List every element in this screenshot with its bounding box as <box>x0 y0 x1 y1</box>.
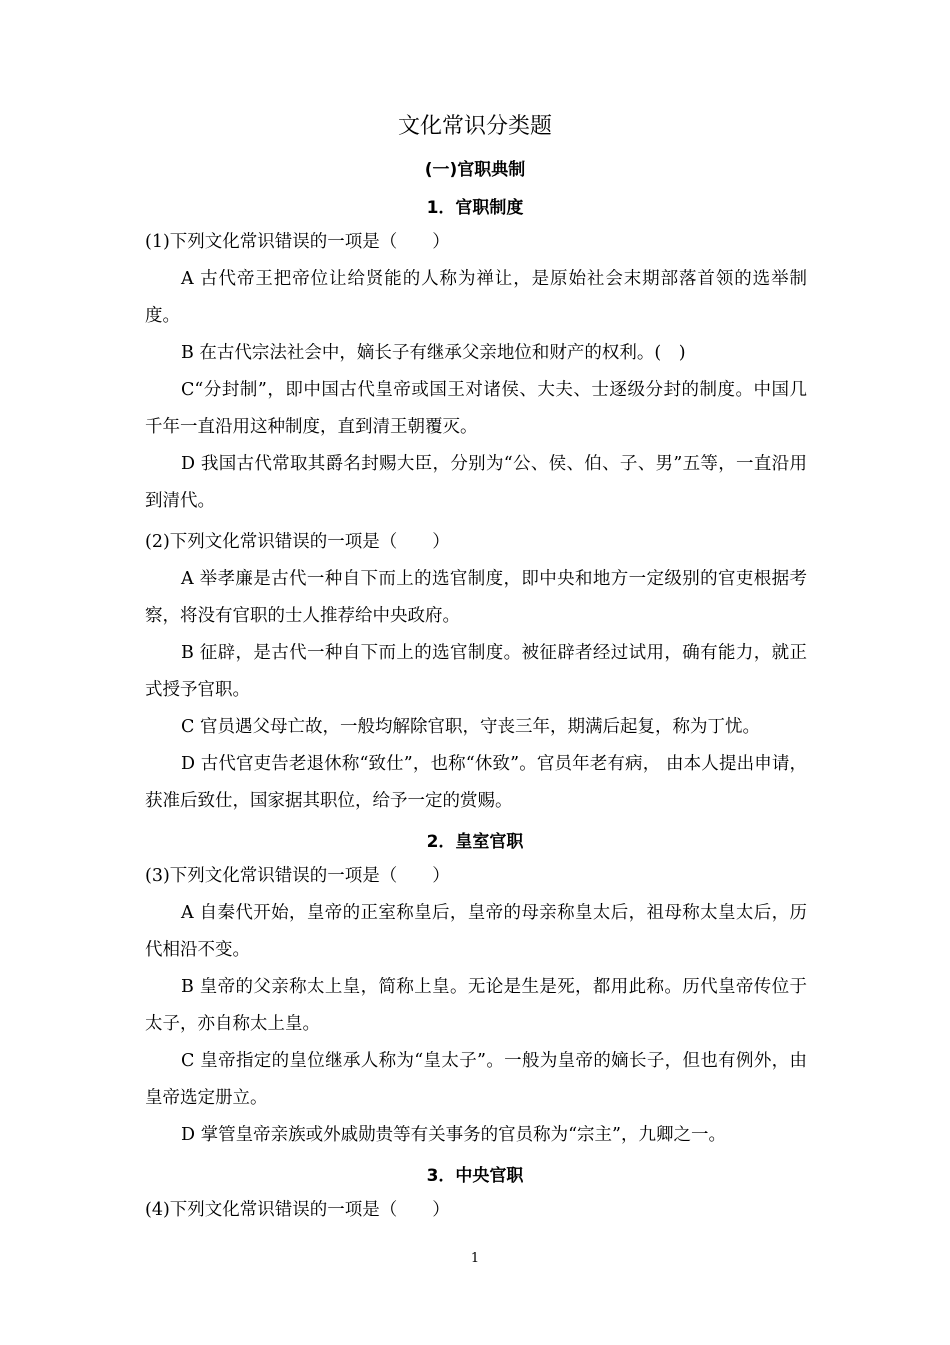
question-3 <box>145 858 807 1154</box>
section-heading-1: 1．官职制度 <box>426 198 524 218</box>
part-heading: (一)官职典制 <box>424 160 526 180</box>
question-2-stem: (2)下列文化常识错误的一项是（ ） <box>145 532 450 552</box>
question-1-option-c: C“分封制”，即中国古代皇帝或国王对诸侯、大夫、士逐级分封的制度。中国几千年一直沿用这种制度，直到清王朝覆灭。 <box>145 380 807 437</box>
question-2-option-d: D 古代官吏告老退休称“致仕”，也称“休致”。官员年老有病， 由本人提出申请，获准后致仕，国家据其职位，给予一定的赏赐。 <box>145 754 807 811</box>
question-1-option-b: B 在古代宗法社会中，嫡长子有继承父亲地位和财产的权利。( ) <box>181 343 686 363</box>
question-3-option-b: B 皇帝的父亲称太上皇，简称上皇。无论是生是死，都用此称。历代皇帝传位于太子，亦自称太上皇。 <box>145 977 807 1034</box>
question-1-stem: (1)下列文化常识错误的一项是（ ） <box>145 232 450 252</box>
section-heading-3: 3．中央官职 <box>426 1166 524 1186</box>
question-1-option-d: D 我国古代常取其爵名封赐大臣，分别为“公、侯、伯、子、男”五等，一直沿用到清代。 <box>145 454 807 511</box>
question-2-option-a: A 举孝廉是古代一种自下而上的选官制度，即中央和地方一定级别的官吏根据考察，将没有官职的士人推荐给中央政府。 <box>145 569 807 626</box>
question-4 <box>145 1192 807 1229</box>
page-number: 1 <box>470 1251 480 1266</box>
question-2-option-b: B 征辟，是古代一种自下而上的选官制度。被征辟者经过试用，确有能力，就正式授予官职。 <box>145 643 807 700</box>
question-1-option-a: A 古代帝王把帝位让给贤能的人称为禅让，是原始社会末期部落首领的选举制度。 <box>145 269 807 326</box>
question-3-option-c: C 皇帝指定的皇位继承人称为“皇太子”。一般为皇帝的嫡长子，但也有例外，由皇帝选定册立。 <box>145 1051 807 1108</box>
question-3-option-a: A 自秦代开始，皇帝的正室称皇后，皇帝的母亲称皇太后，祖母称太皇太后，历代相沿不变。 <box>145 903 807 960</box>
section-heading-2: 2．皇室官职 <box>426 832 524 852</box>
question-2-option-c: C 官员遇父母亡故，一般均解除官职，守丧三年，期满后起复，称为丁忧。 <box>181 717 760 737</box>
question-4-stem: (4)下列文化常识错误的一项是（ ） <box>145 1200 450 1220</box>
document-title: 文化常识分类题 <box>397 114 552 139</box>
question-2 <box>145 524 807 820</box>
question-1 <box>145 224 807 520</box>
question-3-option-d: D 掌管皇帝亲族或外戚勋贵等有关事务的官员称为“宗主”，九卿之一。 <box>181 1125 726 1145</box>
question-3-stem: (3)下列文化常识错误的一项是（ ） <box>145 866 450 886</box>
